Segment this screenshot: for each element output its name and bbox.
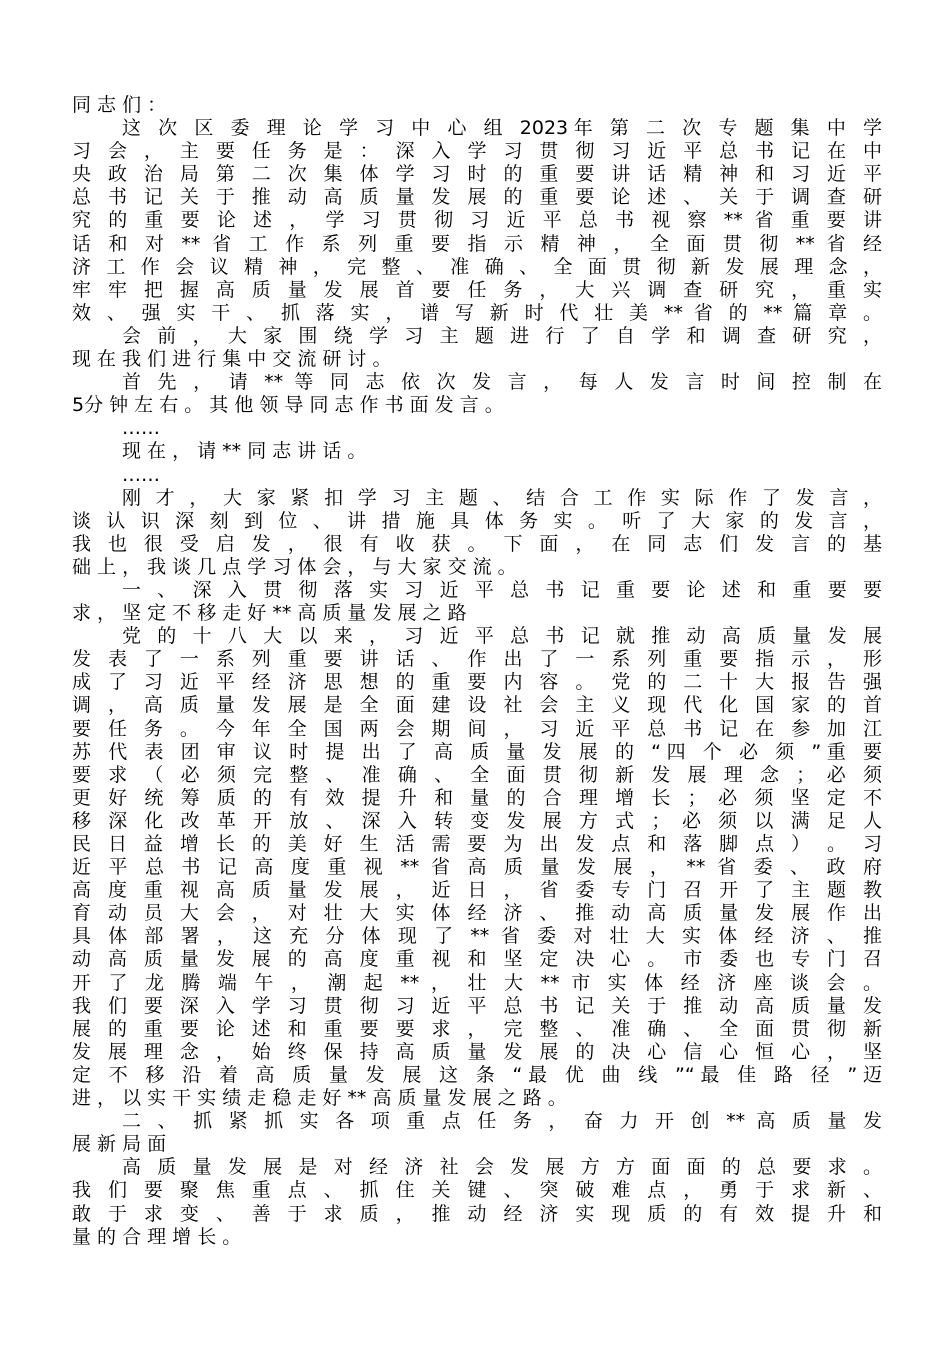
paragraph-line: 我 们 要 深 入 学 习 贯 彻 习 近 平 总 书 记 关 于 推 动 高 质 量 发 <box>72 994 882 1017</box>
paragraph-line: 更 好 统 筹 质 的 有 效 提 升 和 量 的 合 理 增 长 ； 必 须 坚 定 不 <box>72 786 882 809</box>
paragraph-line: 成 了 习 近 平 经 济 思 想 的 重 要 内 容 。 党 的 二 十 大 报 告 强 <box>72 671 882 694</box>
paragraph-line: 效 、 强 实 干 、 抓 落 实 ， 谱 写 新 时 代 壮 美 ** 省 的 ** 篇 章 。 <box>72 301 882 324</box>
paragraph-line: 谈 认 识 深 刻 到 位 、 讲 措 施 具 体 务 实 。 听 了 大 家 的 发 言 ， <box>72 509 882 532</box>
paragraph-line: 究 的 重 要 论 述 ， 学 习 贯 彻 习 近 平 总 书 视 察 ** 省 重 要 讲 <box>72 209 882 232</box>
paragraph-line: 近 平 总 书 记 高 度 重 视 ** 省 高 质 量 发 展 ， ** 省 委 、 政 府 <box>72 856 882 879</box>
paragraph-line: 动 高 质 量 发 展 的 高 度 重 视 和 坚 定 决 心 。 市 委 也 专 门 召 <box>72 948 882 971</box>
paragraph-line: 要 求 （ 必 须 完 整 、 准 确 、 全 面 贯 彻 新 发 展 理 念 ； 必 须 <box>72 763 882 786</box>
paragraph-line: 习 会 ， 主 要 任 务 是 ： 深 入 学 习 贯 彻 习 近 平 总 书 记 在 中 <box>72 140 882 163</box>
section-heading-1-cont: 求 ， 坚 定 不 移 走 好 ** 高 质 量 发 展 之 路 <box>72 602 467 625</box>
paragraph-line: 首 先 ， 请 ** 等 同 志 依 次 发 言 ， 每 人 发 言 时 间 控 制 在 <box>122 371 882 394</box>
document-body <box>72 94 882 1249</box>
paragraph-line: 我 也 很 受 启 发 ， 很 有 收 获 。 下 面 ， 在 同 志 们 发 言 的 基 <box>72 532 882 555</box>
section-heading-2-cont: 展 新 局 面 <box>72 1133 167 1156</box>
paragraph-line: 话 和 对 ** 省 工 作 系 列 重 要 指 示 精 神 ， 全 面 贯 彻 ** 省 经 <box>72 232 882 255</box>
paragraph-line: 5分 钟 左 右 。 其 他 领 导 同 志 作 书 面 发 言 。 <box>72 394 504 417</box>
paragraph-line: 央 政 治 局 第 二 次 集 体 学 习 时 的 重 要 讲 话 精 神 和 习 近 平 <box>72 163 882 186</box>
paragraph-line: 发 展 理 念 ， 始 终 保 持 高 质 量 发 展 的 决 心 信 心 恒 心 ， 坚 <box>72 1040 882 1063</box>
paragraph-line: 高 质 量 发 展 是 对 经 济 社 会 发 展 方 方 面 面 的 总 要 求 。 <box>122 1156 882 1179</box>
paragraph-line: 开 了 龙 腾 端 午 ， 潮 起 ** ， 壮 大 ** 市 实 体 经 济 座 谈 会 。 <box>72 971 882 994</box>
paragraph-line: 苏 代 表 团 审 议 时 提 出 了 高 质 量 发 展 的 “四 个 必 须 ”重 要 <box>72 740 882 763</box>
paragraph-line: 具 体 部 署 ， 这 充 分 体 现 了 ** 省 委 对 壮 大 实 体 经 济 、 推 <box>72 925 882 948</box>
paragraph-line: 高 度 重 视 高 质 量 发 展 ， 近 日 ， 省 委 专 门 召 开 了 主 题 教 <box>72 879 882 902</box>
paragraph-line: 定 不 移 沿 着 高 质 量 发 展 这 条 “最 优 曲 线 ”“最 佳 路 径 ”迈 <box>72 1063 882 1086</box>
section-heading-1: 一 、 深 入 贯 彻 落 实 习 近 平 总 书 记 重 要 论 述 和 重 要 要 <box>122 578 882 601</box>
salutation: 同 志 们 ： <box>72 94 167 116</box>
paragraph-line: 牢 牢 把 握 高 质 量 发 展 首 要 任 务 ， 大 兴 调 查 研 究 ， 重 实 <box>72 278 882 301</box>
paragraph-line: 现 在 ， 请 ** 同 志 讲 话 。 <box>122 440 367 463</box>
paragraph-line: 育 动 员 大 会 ， 对 壮 大 实 体 经 济 、 推 动 高 质 量 发 展 作 出 <box>72 902 882 925</box>
paragraph-line: 移 深 化 改 革 开 放 、 深 入 转 变 发 展 方 式 ； 必 须 以 满 足 人 <box>72 809 882 832</box>
paragraph-line: 现 在 我 们 进 行 集 中 交 流 研 讨 。 <box>72 348 392 371</box>
paragraph-line: 总 书 记 关 于 推 动 高 质 量 发 展 的 重 要 论 述 、 关 于 调 查 研 <box>72 186 882 209</box>
paragraph-line: 会 前 ， 大 家 围 绕 学 习 主 题 进 行 了 自 学 和 调 查 研 究 ， <box>122 324 882 347</box>
paragraph-line: 济 工 作 会 议 精 神 ， 完 整 、 准 确 、 全 面 贯 彻 新 发 展 理 念 ， <box>72 255 882 278</box>
paragraph-line: 党 的 十 八 大 以 来 ， 习 近 平 总 书 记 就 推 动 高 质 量 发 展 <box>122 625 882 648</box>
paragraph-line: 要 任 务 。 今 年 全 国 两 会 期 间 ， 习 近 平 总 书 记 在 参 加 江 <box>72 717 882 740</box>
ellipsis-line: …… <box>122 463 160 486</box>
paragraph-line: 展 的 重 要 论 述 和 重 要 要 求 ， 完 整 、 准 确 、 全 面 贯 彻 新 <box>72 1017 882 1040</box>
paragraph-line: 础 上 ， 我 谈 几 点 学 习 体 会 ， 与 大 家 交 流 。 <box>72 555 517 578</box>
paragraph-line: 这 次 区 委 理 论 学 习 中 心 组 2023年 第 二 次 专 题 集 中 学 <box>122 117 882 140</box>
section-heading-2: 二 、 抓 紧 抓 实 各 项 重 点 任 务 ， 奋 力 开 创 ** 高 质 量 发 <box>122 1110 882 1133</box>
paragraph-line: 发 表 了 一 系 列 重 要 讲 话 、 作 出 了 一 系 列 重 要 指 示 ， 形 <box>72 648 882 671</box>
paragraph-line: 我 们 要 聚 焦 重 点 、 抓 住 关 键 、 突 破 难 点 ， 勇 于 求 新 、 <box>72 1179 882 1202</box>
paragraph-line: 量 的 合 理 增 长 。 <box>72 1225 242 1248</box>
paragraph-line: 进 ， 以 实 干 实 绩 走 稳 走 好 ** 高 质 量 发 展 之 路 。 <box>72 1087 567 1110</box>
paragraph-line: 民 日 益 增 长 的 美 好 生 活 需 要 为 出 发 点 和 落 脚 点 ） 。 习 <box>72 833 882 855</box>
paragraph-line: 刚 才 ， 大 家 紧 扣 学 习 主 题 、 结 合 工 作 实 际 作 了 发 言 ， <box>122 486 882 509</box>
paragraph-line: 敢 于 求 变 、 善 于 求 质 ， 推 动 经 济 实 现 质 的 有 效 提 升 和 <box>72 1202 882 1225</box>
ellipsis-line: …… <box>122 417 160 440</box>
paragraph-line: 调 ， 高 质 量 发 展 是 全 面 建 设 社 会 主 义 现 代 化 国 家 的 首 <box>72 694 882 717</box>
